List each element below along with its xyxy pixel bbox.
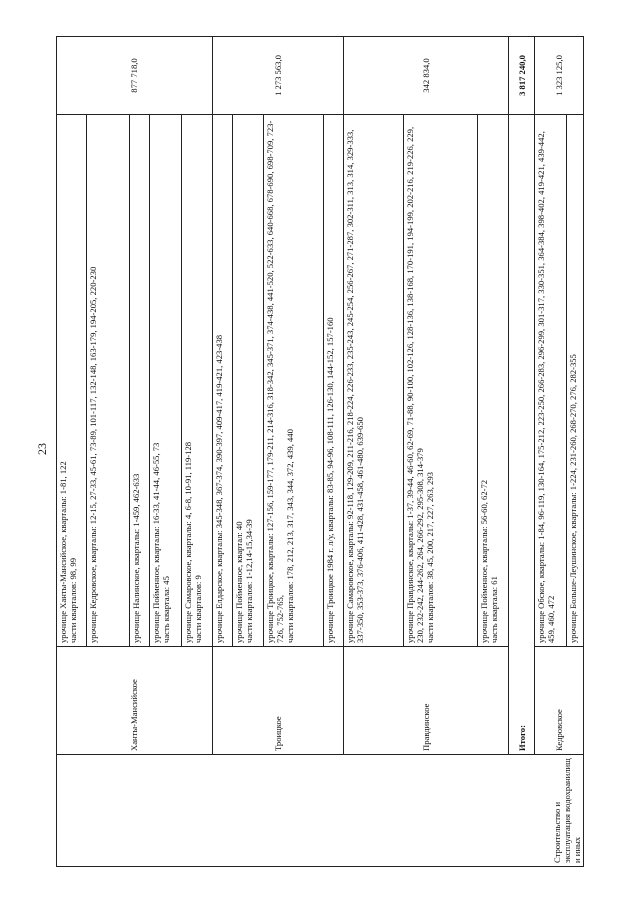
tract-cell — [404, 115, 477, 647]
tract-line: урочище Ханты-Мансийское, кварталы: 1-81, 122 — [58, 461, 68, 643]
table-row — [535, 37, 566, 867]
tract-cell — [87, 115, 130, 647]
tract-line: урочище Самаровское, кварталы: 92-118, 129-209, 211-216, 218-224, 226-233, 235-243, 245-254, 256-267, 271-287, 302-311, 313, 314, 329-333, 337-350, 353-373, 376-406, 411-428, 431-458, 461-480, 639-650 — [345, 129, 366, 643]
tract-cell — [535, 115, 566, 647]
table-body — [57, 37, 584, 867]
district-area: 877 718,0 — [57, 37, 213, 115]
tract-line: урочище Больше-Леушинское, кварталы: 1-224, 231-260, 268-270, 276, 282-355 — [567, 354, 578, 643]
tract-cell — [324, 115, 344, 647]
tract-line: часть квартала: 45 — [161, 576, 172, 643]
tract-line: урочище Елдарское, кварталы: 345-348, 367-374, 390-397, 409-417, 419-421, 423-438 — [213, 334, 224, 643]
tract-cell — [264, 115, 324, 647]
tract-cell — [566, 115, 583, 647]
tract-cell — [477, 115, 508, 647]
tract-cell — [57, 115, 87, 647]
tract-line: урочище Пойменное, квартал: 40 — [233, 521, 244, 643]
page-number: 23 — [35, 443, 49, 455]
tract-line: части кварталов: 178, 212, 213, 317, 343, 344, 372, 439, 440 — [285, 429, 296, 643]
tract-line: части кварталов: 98, 99 — [68, 558, 78, 643]
tract-cell — [130, 115, 150, 647]
tract-cell — [150, 115, 181, 647]
tract-line: урочище Обское, кварталы: 1-84, 96-119, 130-164, 175-212, 223-250, 266-283, 296-299, 301-317, 330-351, 364-384, 398-402, 419-421, 439-442, 459, 460, 472 — [536, 131, 557, 643]
tract-line: части кварталов: 1-12,14-15,34-39 — [243, 519, 254, 643]
tract-line: урочище Кедровское, кварталы: 12-15, 27-33, 45-61, 73-89, 101-117, 132-148, 163-179, 194-205, 220-230 — [88, 266, 99, 643]
table-row — [344, 37, 404, 867]
tract-line: урочище Правдинское, кварталы: 1-37, 39-44, 46-60, 62-69, 71-88, 90-100, 102-126, 128-136, 138-168, 170-191, 194-199, 202-216, 219-226, 229, 230, 232-242, 244-262, 264, 266-292, 295-308, 314-379 — [405, 126, 426, 643]
tract-line: части кварталов: 38, 45, 200, 217, 227, 263, 293 — [425, 472, 436, 643]
forestry-table — [56, 36, 584, 867]
table-row — [57, 37, 87, 867]
total-area: 3 817 240,0 — [509, 37, 535, 115]
district-area: 1 273 563,0 — [212, 37, 343, 115]
table-row — [212, 37, 232, 867]
tract-cell — [181, 115, 212, 647]
tract-line: урочище Самаровское, кварталы: 4, 6-8, 10-91, 119-128 — [182, 441, 193, 643]
rotated-table-sheet — [56, 37, 584, 867]
tract-line: урочище Налинское, кварталы: 1-459, 462-633 — [131, 473, 142, 643]
total-row — [509, 37, 535, 867]
tract-line: часть квартала: 61 — [488, 576, 499, 643]
total-label: Итого: — [509, 115, 535, 755]
district-name: Ханты-Мансийское — [57, 647, 213, 755]
activity-cell: Строительство и эксплуатация водохранилищ и иных — [57, 755, 584, 867]
district-name: Троицкое — [212, 647, 343, 755]
district-area: 1 323 125,0 — [535, 37, 584, 115]
district-name: Правдинское — [344, 647, 509, 755]
tract-line: урочище Троицкое 1984 г. л/у, кварталы: 83-85, 94-96, 108-111, 126-130, 144-152, 157-160 — [325, 317, 336, 643]
tract-line: урочище Пойменное, кварталы: 56-60, 62-72 — [478, 479, 489, 643]
tract-line: урочище Троицкое, кварталы: 127-156, 159-177, 179-211, 214-316, 318-342, 345-371, 374-438, 441-520, 522-633, 640-668, 678-690, 698-709, 723-726, 752-765, — [265, 120, 286, 643]
tract-line: части кварталов: 9 — [192, 575, 203, 643]
tract-line: урочище Пойменное, кварталы: 16-33, 41-44, 46-55, 73 — [151, 442, 162, 643]
district-name: Кедровское — [535, 647, 584, 755]
tract-cell — [344, 115, 404, 647]
district-area: 342 834,0 — [344, 37, 509, 115]
tract-cell — [232, 115, 263, 647]
tract-cell — [212, 115, 232, 647]
